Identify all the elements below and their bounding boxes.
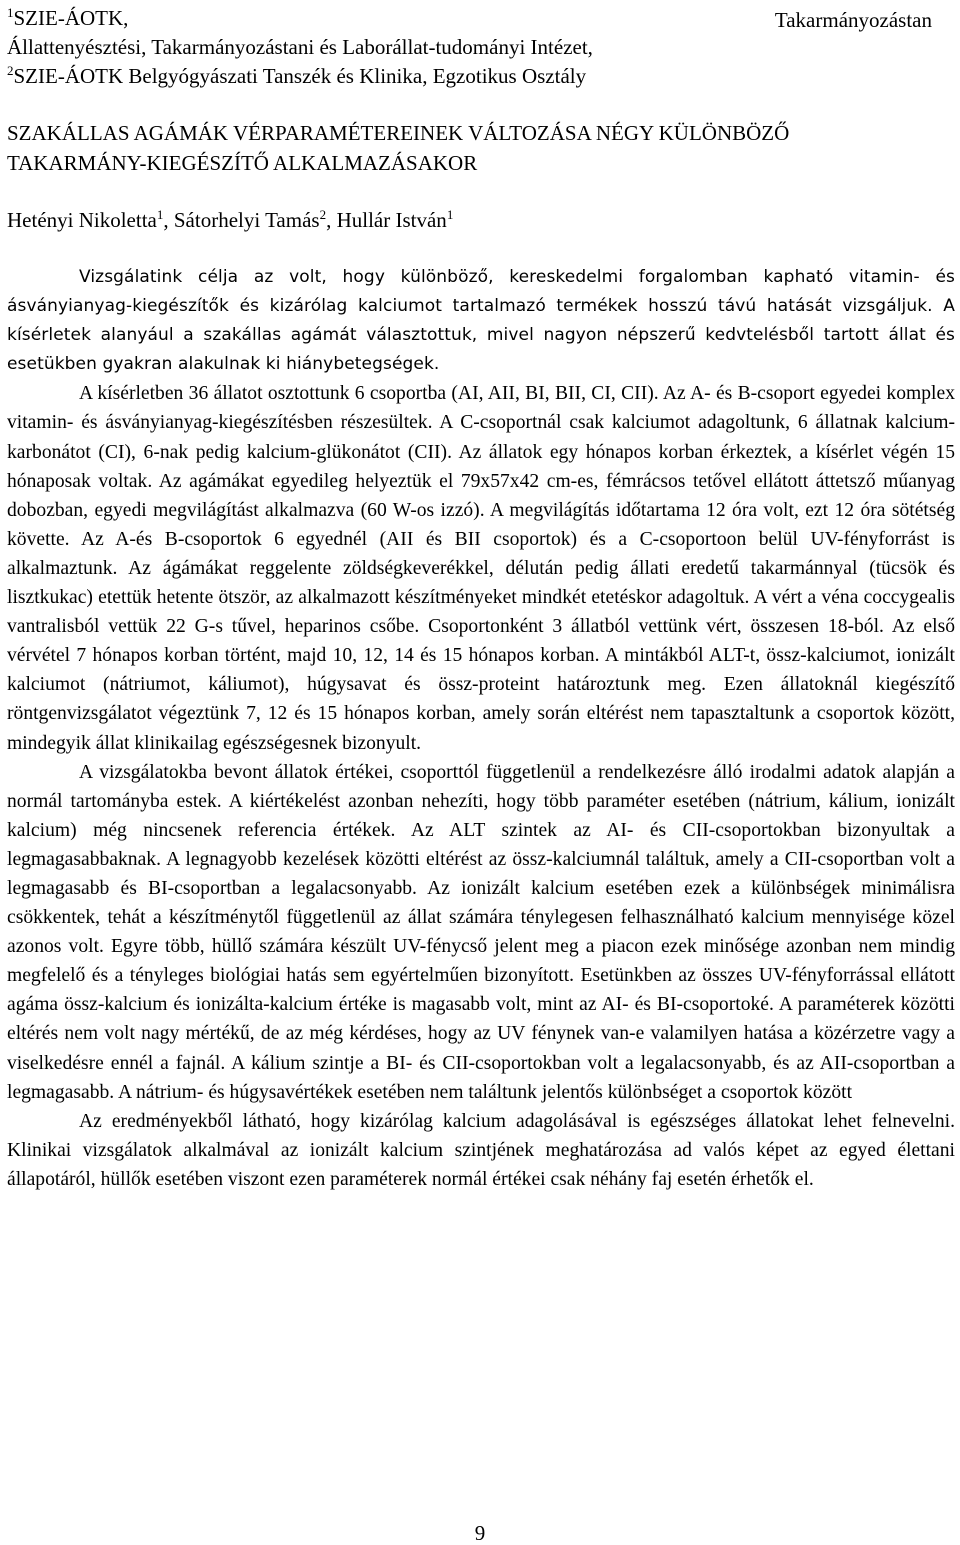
affiliation-2-marker: 2 xyxy=(7,63,14,78)
affiliation-2-name: SZIE-ÁOTK Belgyógyászati Tanszék és Klinika, Egzotikus Osztály xyxy=(13,64,587,88)
author-name: Sátorhelyi Tamás xyxy=(173,208,320,232)
author-name: Hetényi Nikoletta xyxy=(7,208,157,232)
author-list xyxy=(7,206,453,234)
author-affiliation-marker: 1 xyxy=(446,207,454,222)
section-label: Takarmányozástan xyxy=(774,8,932,32)
affiliation-1-institute: Állattenyésztési, Takarmányozástani és Laborállat-tudományi Intézet, xyxy=(7,35,593,59)
paragraph-objective: Vizsgálatink célja az volt, hogy különböző, kereskedelmi forgalomban kapható vitamin- és ásványianyag-kiegészítők és kizárólag kalciumot tartalmazó termékek hosszú távú hatását vizsgáljuk. A kísérletek alanyául a szakállas agámát választottuk, mivel nagyon népszerű kedvtelésből tartott állat és esetükben gyakran alakulnak ki hiánybetegségek. xyxy=(7,267,955,375)
article-title xyxy=(7,118,947,178)
paragraph-results: A vizsgálatokba bevont állatok értékei, csoporttól függetlenül a rendelkezésre álló irodalmi adatok alapján a normál tartományba estek. A kiértékelést azonban nehezíti, hogy több paraméter esetében (nátrium, kálium, ionizált kalcium) még nincsenek referencia értékek. Az ALT szintek az AI- és CII-csoportokban bizonyultak a legmagasabbaknak. A legnagyobb kezelések közötti eltérést az össz-kalciumnál találtuk, amely a CII-csoportban volt a legmagasabb és BI-csoportban a legalacsonyabb. Az ionizált kalcium esetében ezek a különbségek minimálisra csökkentek, tehát a készítménytől függetlenül az állat számára ténylegesen felhasználható kalcium mennyisége közel azonos volt. Egyre több, hüllő számára készült UV-fénycső jelent meg a piacon ezek minősége azonban nem mindig megfelelő és a tényleges biológiai hatás sem egyértelműen bizonyított. Esetünkben az összes UV-fényforrással ellátott agáma össz-kalcium és ionizálta-kalcium értéke is magasabb volt, mint az AI- és BI-csoportoké. A paraméterek közötti eltérés nem volt nagy mértékű, de az még kérdéses, hogy az UV fénynek van-e valamilyen hatása a közérzetre vagy a viselkedésre ennél a fajnál. A kálium szintje a BI- és CII-csoportokban volt a legalacsonyabb, és az AII-csoportban a legmagasabb. A nátrium- és húgysavértékek esetében nem találtunk jelentős különbséget a csoportok között xyxy=(7,761,955,1103)
author-affiliation-marker: 1 xyxy=(156,207,164,222)
affiliation-2-line xyxy=(7,62,707,91)
author-name: Hullár István xyxy=(336,208,447,232)
author-affiliation-marker: 2 xyxy=(319,207,327,222)
abstract-body xyxy=(7,263,955,1194)
affiliation-1-name: SZIE-ÁOTK, xyxy=(13,6,129,30)
title-line-1: SZAKÁLLAS AGÁMÁK VÉRPARAMÉTEREINEK VÁLTOZÁSA NÉGY KÜLÖNBÖZŐ xyxy=(7,121,790,145)
paragraph-methods: A kísérletben 36 állatot osztottunk 6 csoportba (AI, AII, BI, BII, CI, CII). Az A- és B-csoport egyedei komplex vitamin- és ásványianyag-kiegészítésben részesültek. A C-csoportnál csak kalciumot adagoltunk, 6 állatnak kalcium-karbonátot (CI), 6-nak pedig kalcium-glükonátot (CII). Az állatok egy hónapos korban érkeztek, a kísérlet végén 15 hónaposak voltak. Az agámákat egyedileg helyeztük el 79x57x42 cm-es, fémrácsos tetővel ellátott áttetsző műanyag dobozban, egyedi megvilágítást alkalmazva (60 W-os izzó). A megvilágítás időtartama 12 óra volt, ezt 12 óra sötétség követte. Az A-és B-csoportok 6 egyednél (AII és BII csoportok) és a C-csoportoon belül UV-fényforrást is alkalmaztunk. Az ágámákat reggelente zöldségkeverékkel, délután pedig állati eredetű takarmánnyal (tücsök és lisztkukac) etettük hetente ötször, az alkalmazott készítményeket mindkét etetéskor adagoltuk. A vért a véna coccygealis vantralisból vettük 22 G-s tűvel, heparinos csőbe. Csoportonként 3 állatból vettünk vért, összesen 18-ból. Az első vérvétel 7 hónapos korban történt, majd 10, 12, 14 és 15 hónapos korban. A mintákból ALT-t, össz-kalciumot, ionizált kalciumot (nátriumot, káliumot), húgysavat és össz-proteint határoztunk meg. Ezen állatoknál kiegészítő röntgenvizsgálatot végeztünk 7, 12 és 15 hónapos korban, amely során eltérést nem tapasztaltunk a csoportok között, mindegyik állat klinikailag egészségesnek bizonyult. xyxy=(7,383,955,754)
title-line-2: TAKARMÁNY-KIEGÉSZÍTŐ ALKALMAZÁSAKOR xyxy=(7,151,478,175)
affiliations xyxy=(7,4,707,91)
affiliation-1-marker: 1 xyxy=(7,5,14,20)
author-separator: , xyxy=(163,208,174,232)
author-separator: , xyxy=(326,208,337,232)
affiliation-1-line xyxy=(7,4,707,33)
paragraph-conclusion: Az eredményekből látható, hogy kizárólag kalcium adagolásával is egészséges állatokat lehet felnevelni. Klinikai vizsgálatok alkalmával az ionizált kalcium szintjének meghatározása ad valós képet az egyed élettani állapotáról, hüllők esetében viszont ezen paraméterek normál értékei csak néhány faj esetén érhetők el. xyxy=(7,1110,955,1190)
page-number: 9 xyxy=(474,1521,486,1545)
